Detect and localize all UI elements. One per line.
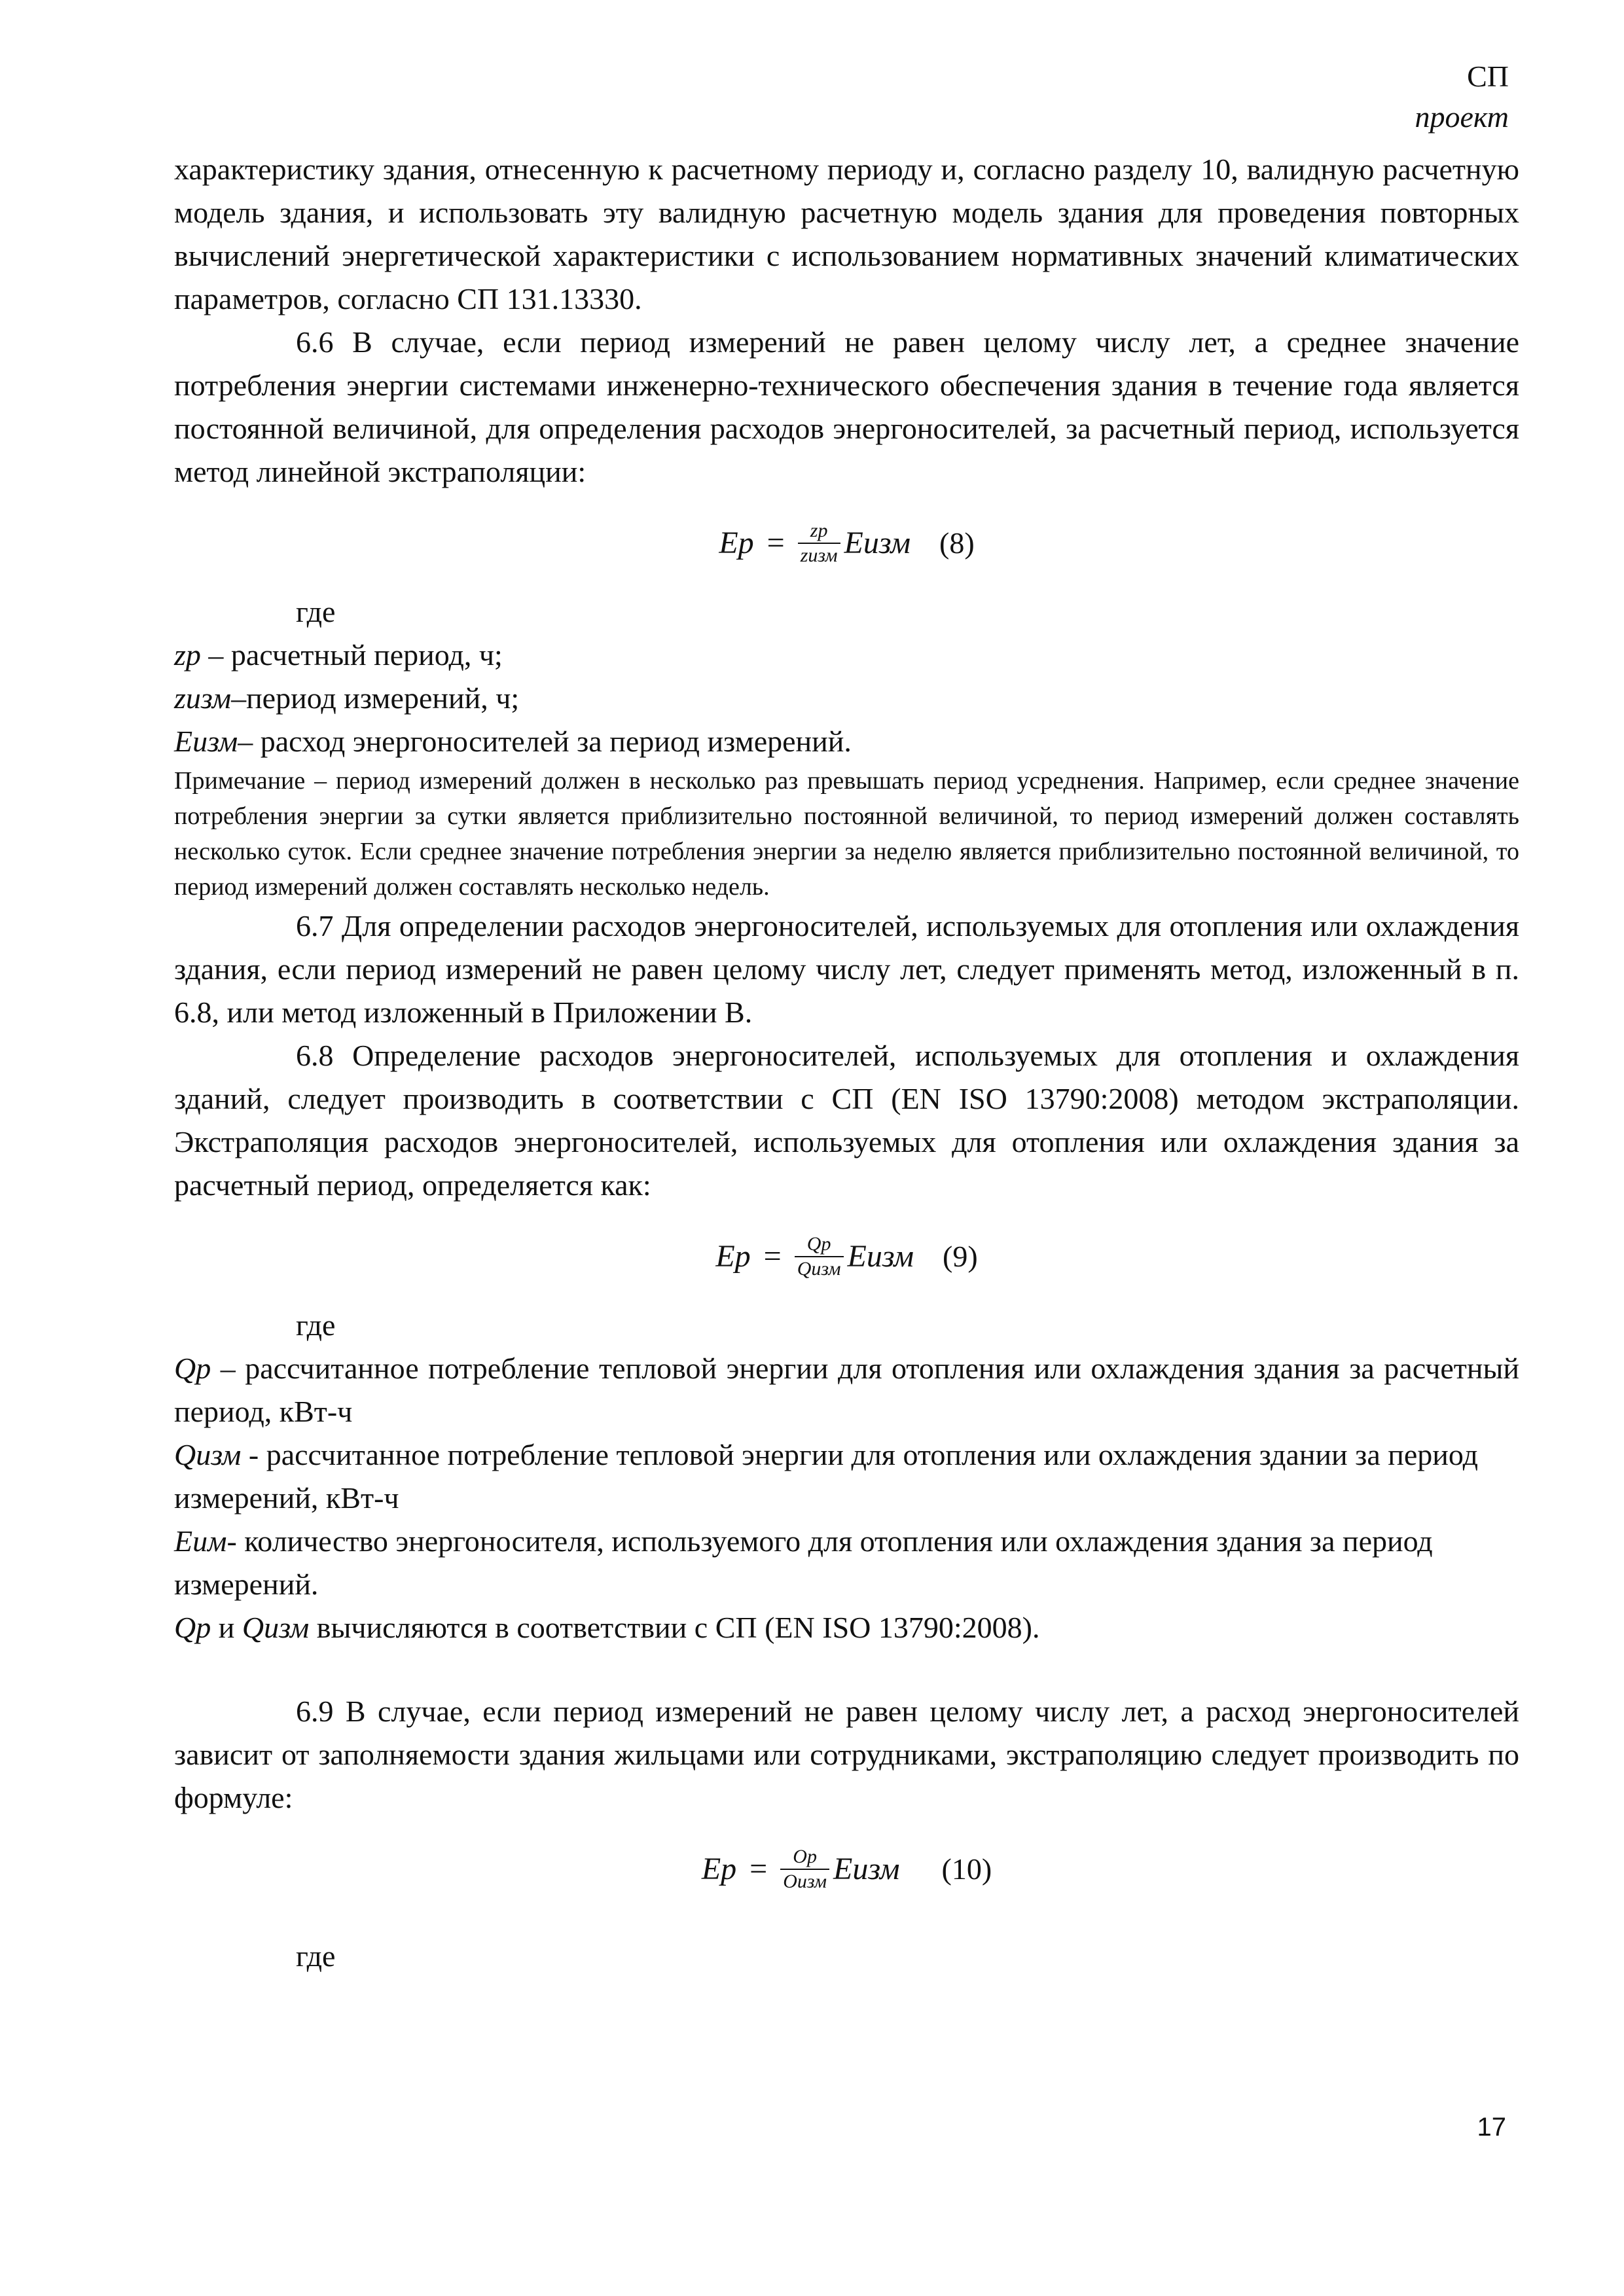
definition-item bbox=[174, 1433, 1519, 1520]
definition-symbol: zизм bbox=[174, 681, 232, 715]
formula-lhs: Eр bbox=[719, 526, 754, 560]
formula-number: (8) bbox=[939, 526, 975, 560]
definition-text: - рассчитанное потребление тепловой энергии для отопления или охлаждения здании за период измерений, кВт-ч bbox=[174, 1438, 1478, 1515]
fraction-numerator: zр bbox=[810, 520, 828, 541]
definition-text: вычисляются в соответствии с СП (EN ISO 13790:2008). bbox=[309, 1611, 1040, 1644]
definition-symbol: Qр bbox=[174, 1611, 211, 1644]
definition-item bbox=[174, 1347, 1519, 1433]
fraction-numerator: Oр bbox=[793, 1846, 817, 1867]
formula-rhs: Eизм bbox=[844, 526, 911, 560]
definition-symbol: Qизм bbox=[174, 1438, 242, 1471]
definition-text: –период измерений, ч; bbox=[231, 681, 520, 715]
header-title: СП bbox=[1467, 60, 1509, 93]
header-subtitle: проект bbox=[1415, 100, 1509, 134]
formula-equals: = bbox=[767, 526, 785, 560]
fraction-numerator: Qр bbox=[806, 1233, 831, 1255]
paragraph-6-6: 6.6 В случае, если период измерений не равен целому числу лет, а среднее значение потребления энергии системами инженерно-технического обеспечения здания в течение года является постоянной величиной, для определения расходов энергоносителей, за расчетный период, используется метод линейной экстраполяции: bbox=[174, 325, 1519, 488]
paragraph-continued: характеристику здания, отнесенную к расчетному периоду и, согласно разделу 10, валидную расчетную модель здания, и использовать эту валидную расчетную модель здания для проведения повторных вычислений энергетической характеристики с использованием нормативных значений климатических параметров, согласно СП 131.13330. bbox=[174, 152, 1519, 315]
formula-10 bbox=[174, 1823, 1519, 1915]
formula-8 bbox=[174, 497, 1519, 589]
formula-number: (9) bbox=[943, 1240, 978, 1273]
spacer bbox=[174, 1649, 1519, 1690]
page-header bbox=[1415, 56, 1509, 137]
formula-rhs: Eизм bbox=[833, 1852, 900, 1886]
paragraph-6-9: 6.9 В случае, если период измерений не равен целому числу лет, а расход энергоносителей зависит от заполняемости здания жильцами или сотрудниками, экстраполяцию следует производить по формуле: bbox=[174, 1695, 1519, 1814]
formula-fraction bbox=[780, 1845, 829, 1893]
definition-text: – расход энергоносителей за период измерений. bbox=[238, 725, 852, 758]
where-label: где bbox=[296, 1308, 336, 1342]
definition-item bbox=[174, 1520, 1519, 1606]
definition-symbol: Eим bbox=[174, 1524, 227, 1558]
page-body bbox=[174, 148, 1519, 1978]
definition-text: - количество энергоносителя, используемого для отопления или охлаждения здания за период измерений. bbox=[174, 1524, 1433, 1601]
definition-text: и bbox=[211, 1611, 242, 1644]
fraction-denominator: zизм bbox=[798, 543, 840, 567]
fraction-denominator: Oизм bbox=[780, 1869, 829, 1893]
where-label: где bbox=[296, 1939, 336, 1973]
definition-symbol: Eизм bbox=[174, 725, 238, 758]
formula-9 bbox=[174, 1211, 1519, 1302]
definition-symbol: Qизм bbox=[242, 1611, 310, 1644]
page-number: 17 bbox=[1477, 2113, 1506, 2142]
formula-fraction bbox=[798, 519, 840, 567]
formula-equals: = bbox=[749, 1852, 768, 1886]
definition-text: – расчетный период, ч; bbox=[200, 638, 503, 672]
paragraph-6-7: 6.7 Для определении расходов энергоносителей, используемых для отопления или охлаждения здания, если период измерений не равен целому числу лет, следует применять метод, изложенный в п. 6.8, или метод изложенный в Приложении В. bbox=[174, 909, 1519, 1029]
formula-equals: = bbox=[763, 1239, 782, 1274]
where-label: где bbox=[296, 595, 336, 628]
fraction-denominator: Qизм bbox=[795, 1256, 844, 1281]
definition-item bbox=[174, 677, 1519, 720]
paragraph-6-8: 6.8 Определение расходов энергоносителей, используемых для отопления и охлаждения зданий, следует производить в соответствии с СП (EN ISO 13790:2008) методом экстраполяции. Экстраполяция расходов энергоносителей, используемых для отопления или охлаждения здания за расчетный период, определяется как: bbox=[174, 1039, 1519, 1202]
note-paragraph: Примечание – период измерений должен в несколько раз превышать период усреднения. Например, если среднее значение потребления энергии за сутки является приблизительно постоянной величиной, то период измерений должен составлять несколько суток. Если среднее значение потребления энергии за неделю является приблизительно постоянной величиной, то период измерений должен составлять несколько недель. bbox=[174, 767, 1519, 901]
definition-symbol: Qр bbox=[174, 1352, 211, 1385]
definition-item bbox=[174, 1606, 1519, 1649]
formula-number: (10) bbox=[941, 1852, 992, 1886]
formula-fraction bbox=[795, 1232, 844, 1281]
definition-item bbox=[174, 720, 1519, 763]
formula-lhs: Eр bbox=[715, 1239, 751, 1274]
formula-lhs: Eр bbox=[701, 1852, 737, 1886]
formula-rhs: Eизм bbox=[847, 1239, 914, 1274]
definition-text: – рассчитанное потребление тепловой энергии для отопления или охлаждения здания за расчетный период, кВт-ч bbox=[174, 1352, 1519, 1428]
definition-item bbox=[174, 634, 1519, 677]
definition-symbol: zр bbox=[174, 638, 201, 672]
